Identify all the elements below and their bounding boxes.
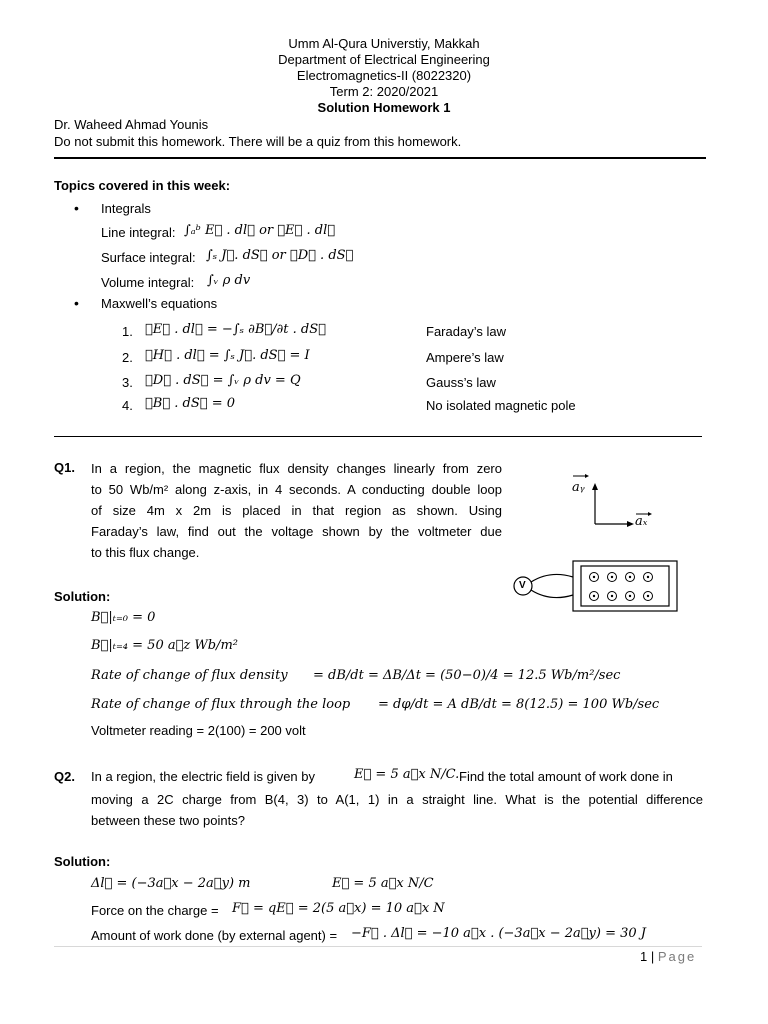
- volume-integral-label: Volume integral:: [101, 275, 195, 290]
- q1-text-line: to 50 Wb/m² along z-axis, in 4 seconds. A conducting double loop: [91, 482, 502, 497]
- bullet-icon: •: [74, 295, 79, 311]
- q1-solution-line: B⃗|ₜ₌₀ = 0: [91, 610, 156, 625]
- q2-solution-label: Solution:: [54, 854, 111, 869]
- bullet-icon: •: [74, 200, 79, 216]
- q1-flux-rate-expr: = dφ/dt = A dB/dt = 8(12.5) = 100 Wb/sec: [378, 697, 660, 712]
- footer-divider: [54, 946, 702, 947]
- submission-notice: Do not submit this homework. There will be a quiz from this homework.: [54, 134, 462, 149]
- topics-heading: Topics covered in this week:: [54, 178, 231, 193]
- q1-text-line: to this flux change.: [91, 545, 200, 560]
- q2-text-end: Find the total amount of work done in: [459, 769, 673, 784]
- faraday-law-label: Faraday’s law: [426, 324, 506, 339]
- q2-text-line: between these two points?: [91, 813, 245, 828]
- outer-loop: [573, 561, 677, 611]
- voltmeter-label: V: [519, 580, 526, 591]
- q1-flux-density-rate-expr: = dB/dt = ΔB/Δt = (50−0)/4 = 12.5 Wb/m²/sec: [313, 668, 621, 683]
- instructor-name: Dr. Waheed Ahmad Younis: [54, 117, 209, 132]
- q1-flux-density-rate-text: Rate of change of flux density: [91, 668, 288, 683]
- q1-label: Q1.: [54, 460, 75, 475]
- equation-number: 2.: [122, 350, 133, 365]
- flux-out-dot: [593, 595, 595, 597]
- course-name: Electromagnetics-II (8022320): [296, 68, 472, 83]
- q2-displacement-expr: Δl⃗ = (−3a⃗x − 2a⃗y) m: [91, 876, 251, 891]
- voltmeter-lead: [531, 590, 573, 598]
- y-vector-arrow-icon: [585, 474, 589, 478]
- equation-number: 4.: [122, 398, 133, 413]
- flux-out-dot: [647, 595, 649, 597]
- flux-out-dot: [593, 576, 595, 578]
- header-divider: [54, 157, 706, 159]
- magnetic-gauss-equation: ∮B⃗ . dS⃗ = 0: [145, 396, 236, 411]
- page-separator: |: [650, 949, 655, 964]
- x-axis-arrow-icon: [627, 521, 634, 527]
- flux-dots: [590, 573, 653, 601]
- volume-integral-expr: ∫ᵥ ρ dv: [207, 273, 251, 288]
- document-title: Solution Homework 1: [317, 100, 451, 115]
- flux-out-dot: [629, 576, 631, 578]
- term-label: Term 2: 2020/2021: [329, 84, 439, 99]
- department-name: Department of Electrical Engineering: [278, 52, 490, 67]
- q2-work-label: Amount of work done (by external agent) =: [91, 928, 338, 943]
- surface-integral-expr: ∫ₛ J⃗. dS⃗ or ∮D⃗ . dS⃗: [206, 248, 354, 263]
- university-name: Umm Al-Qura Universtiy, Makkah: [288, 36, 480, 51]
- surface-integral-label: Surface integral:: [101, 250, 196, 265]
- equation-number: 3.: [122, 375, 133, 390]
- voltmeter-lead: [531, 574, 573, 582]
- q2-field-value: E⃗ = 5 a⃗x N/C: [332, 876, 434, 891]
- ampere-law-label: Ampere’s law: [426, 350, 504, 365]
- ampere-equation: ∮H⃗ . dl⃗ = ∫ₛ J⃗. dS⃗ = I: [145, 348, 310, 363]
- q1-solution-label: Solution:: [54, 589, 111, 604]
- q2-force-expr: F⃗ = qE⃗ = 2(5 a⃗x) = 10 a⃗x N: [232, 901, 445, 916]
- q2-field-expr: E⃗ = 5 a⃗x N/C.: [354, 767, 460, 782]
- q2-force-label: Force on the charge =: [91, 903, 219, 918]
- x-axis-label: aₓ: [635, 514, 648, 529]
- line-integral-label: Line integral:: [101, 225, 176, 240]
- q1-solution-line: B⃗|ₜ₌₄ = 50 a⃗z Wb/m²: [91, 638, 238, 653]
- equation-number: 1.: [122, 324, 133, 339]
- q1-text-line: In a region, the magnetic flux density changes linearly from zero: [91, 461, 502, 476]
- page-footer: [640, 949, 696, 964]
- flux-out-dot: [611, 576, 613, 578]
- faraday-equation: ∮E⃗ . dl⃗ = −∫ₛ ∂B⃗/∂t . dS⃗: [145, 322, 326, 337]
- x-vector-arrow-icon: [648, 512, 652, 516]
- q1-text-line: Faraday’s law, find out the voltage shown by the voltmeter due: [91, 524, 502, 539]
- flux-out-dot: [647, 576, 649, 578]
- q2-text-start: In a region, the electric field is given by: [91, 769, 316, 784]
- page-number: 1: [640, 949, 648, 964]
- q1-flux-rate-text: Rate of change of flux through the loop: [91, 697, 351, 712]
- flux-out-dot: [611, 595, 613, 597]
- y-axis-label: aᵧ: [572, 480, 585, 495]
- y-axis-arrow-icon: [592, 483, 598, 490]
- line-integral-expr: ∫ₐᵇ E⃗ . dl⃗ or ∮E⃗ . dl⃗: [184, 223, 336, 238]
- page-word: Page: [657, 949, 697, 964]
- loop-diagram: [510, 558, 690, 618]
- section-divider: [54, 436, 702, 437]
- gauss-law-label: Gauss’s law: [426, 375, 496, 390]
- q1-text-line: of size 4m x 2m is placed in that region as shown. Using: [91, 503, 502, 518]
- maxwell-label: Maxwell’s equations: [101, 296, 218, 311]
- q2-text-line: moving a 2C charge from B(4, 3) to A(1, 1) in a straight line. What is the potential difference: [91, 792, 703, 807]
- q1-voltmeter-reading: Voltmeter reading = 2(100) = 200 volt: [91, 723, 306, 738]
- gauss-equation: ∮D⃗ . dS⃗ = ∫ᵥ ρ dv = Q: [145, 373, 301, 388]
- q2-work-expr: −F⃗ . Δl⃗ = −10 a⃗x . (−3a⃗x − 2a⃗y) = 30 J: [351, 926, 647, 941]
- flux-out-dot: [629, 595, 631, 597]
- q2-label: Q2.: [54, 769, 75, 784]
- integrals-label: Integrals: [101, 201, 151, 216]
- magnetic-pole-law-label: No isolated magnetic pole: [426, 398, 576, 413]
